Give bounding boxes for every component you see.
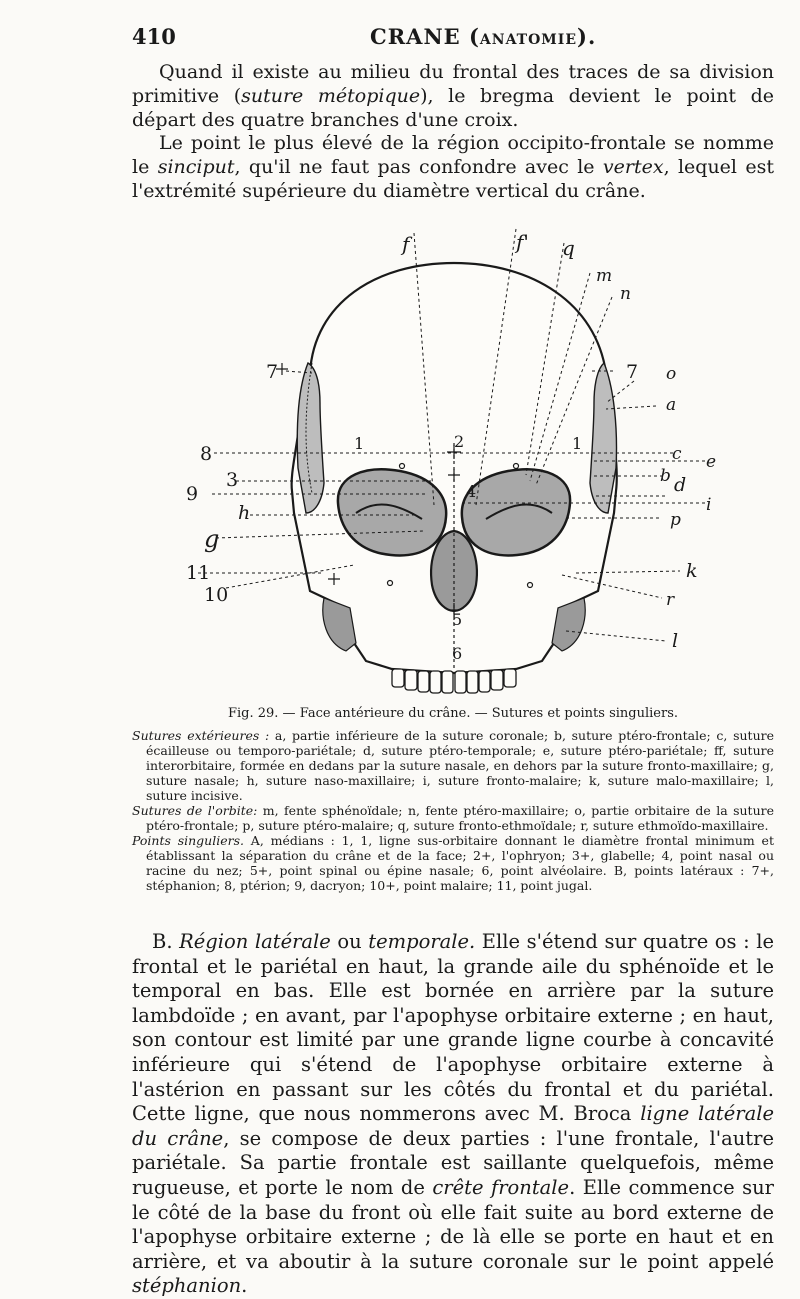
label-2: 2 (454, 432, 465, 451)
label-r: r (666, 590, 675, 610)
text-run: Quand il existe au milieu du frontal des traces de sa division primitive ( (132, 61, 774, 107)
label-f-prime: f' (516, 230, 529, 254)
label-1-left: 1 (354, 434, 365, 453)
italic-term: crête frontale (432, 1175, 570, 1199)
text-run: , lequel est l'extrémité supérieure du diamètre vertical du crâne. (132, 156, 774, 202)
label-l: l (672, 630, 679, 652)
legend-text: m, fente sphénoïdale; n, fente ptéro-maxillaire; o, partie orbitaire de la suture ptéro-frontale; p, suture ptéro-malaire; q, suture fronto-ethmoïdale; r, suture ethmoïdo-maxillaire. (146, 803, 775, 833)
label-n: n (620, 284, 631, 304)
paragraph-region-laterale (132, 930, 774, 1299)
italic-term: ligne latérale du crâne (132, 1102, 774, 1150)
label-10: 10 (204, 584, 229, 606)
italic-term: temporale. (368, 930, 476, 953)
legend-heading: Sutures de l'orbite: (132, 803, 258, 818)
running-title-section: ANATOMIE (479, 32, 578, 48)
page-header (132, 24, 772, 54)
label-a: a (666, 395, 677, 415)
label-e: e (706, 452, 717, 472)
paragraph-sinciput (132, 131, 774, 203)
label-k: k (686, 560, 698, 582)
italic-term: stéphanion (132, 1274, 242, 1298)
label-q: q (562, 236, 575, 260)
legend-text: a, partie inférieure de la suture coronale; b, suture ptéro-frontale; c, suture écailleuse ou temporo-pariétale; d, suture ptéro-temporale; e, suture ptéro-pariétale; ff, suture interorbitaire, formée en dedans par la suture nasale, en dehors par la suture fronto-maxillaire; g, suture nasale; h, suture naso-maxillaire; i, suture fronto-malaire; k, suture malo-maxillaire; l, suture incisive. (146, 728, 774, 803)
label-11: 11 (186, 562, 211, 584)
legend-text: A, médians : 1, 1, ligne sus-orbitaire donnant le diamètre frontal minimum et établissant la séparation du crâne et de la face; 2+, l'ophryon; 3+, glabelle; 4, point nasal ou racine du nez; 5+, point spinal ou épine nasale; 6, point alvéolaire. B, points latéraux : 7+, stéphanion; 8, ptérion; 9, dacryon; 10+, point malaire; 11, point jugal. (146, 833, 774, 893)
text-run: , qu'il ne faut pas confondre avec le (234, 156, 603, 178)
label-d: d (674, 474, 687, 496)
label-1-right: 1 (572, 434, 583, 453)
label-i: i (706, 495, 712, 515)
label-7-left: 7 (266, 361, 279, 383)
label-5: 5 (452, 610, 463, 629)
italic-term: Région latérale (179, 930, 331, 953)
legend-heading: Points singuliers. (132, 833, 244, 848)
label-6: 6 (452, 644, 463, 663)
figure-legend (132, 728, 774, 893)
figure-caption: Fig. 29. — Face antérieure du crâne. — Sutures et points singuliers. (227, 706, 679, 721)
text-run: Elle s'étend sur quatre os : le frontal et le pariétal en haut, la grande aile du sphénoïde et le temporal en bas. Elle est bornée en arrière par la suture lambdoïde ; en avant, par l'apophyse orbitaire externe ; en haut, son contour est limité par une grande ligne courbe à concavité inférieure qui s'étend de l'apophyse orbitaire externe à l'astérion en passant sur les côtés du frontal et du pariétal. Cette ligne, que nous nommerons avec M. Broca (132, 930, 774, 1126)
text-run: B. (152, 930, 180, 953)
label-p: p (670, 510, 681, 530)
label-4: 4 (466, 482, 477, 501)
label-m: m (596, 266, 613, 286)
label-b: b (660, 466, 671, 486)
text-run: Le point le plus élevé de la région occipito-frontale se nomme le (132, 132, 774, 178)
label-g: g (204, 525, 220, 553)
text-run: ), le bregma devient le point de départ des quatre branches d'une croix. (132, 85, 774, 131)
label-3: 3 (226, 469, 239, 491)
italic-term: vertex (602, 156, 664, 178)
label-c: c (672, 444, 682, 464)
text-run: , se compose de deux parties : l'une frontale, l'autre pariétale. Sa partie frontale est saillante quelquefois, même rugueuse, et porte le nom de (132, 1126, 774, 1199)
skull-illustration (186, 213, 722, 701)
skull-figure (186, 213, 722, 701)
page-number: 410 (132, 24, 176, 49)
label-h: h (238, 502, 251, 524)
italic-term: suture métopique (241, 85, 421, 107)
label-f: f (402, 232, 410, 256)
label-8: 8 (200, 443, 213, 465)
legend-points-singuliers (132, 833, 774, 893)
label-7-right: 7 (626, 361, 639, 383)
paragraph-metopic (132, 60, 774, 132)
text-run: ou (330, 930, 369, 953)
legend-sutures-exterieures (132, 728, 774, 803)
text-run: . Elle commence sur le côté de la base du front où elle fait suite au bord externe de l'apophyse orbitaire externe ; de là elle se porte en haut et en arrière, et va aboutir à la suture coronale sur le point appelé (132, 1175, 774, 1273)
text-run: . (241, 1274, 248, 1298)
legend-heading: Sutures extérieures : (132, 728, 270, 743)
label-9: 9 (186, 483, 199, 505)
running-title-main: CRANE (370, 24, 461, 49)
running-title: CRANE (ANATOMIE). (370, 24, 597, 49)
label-o: o (666, 364, 677, 384)
legend-sutures-orbite (132, 803, 774, 833)
italic-term: sinciput (157, 156, 235, 178)
